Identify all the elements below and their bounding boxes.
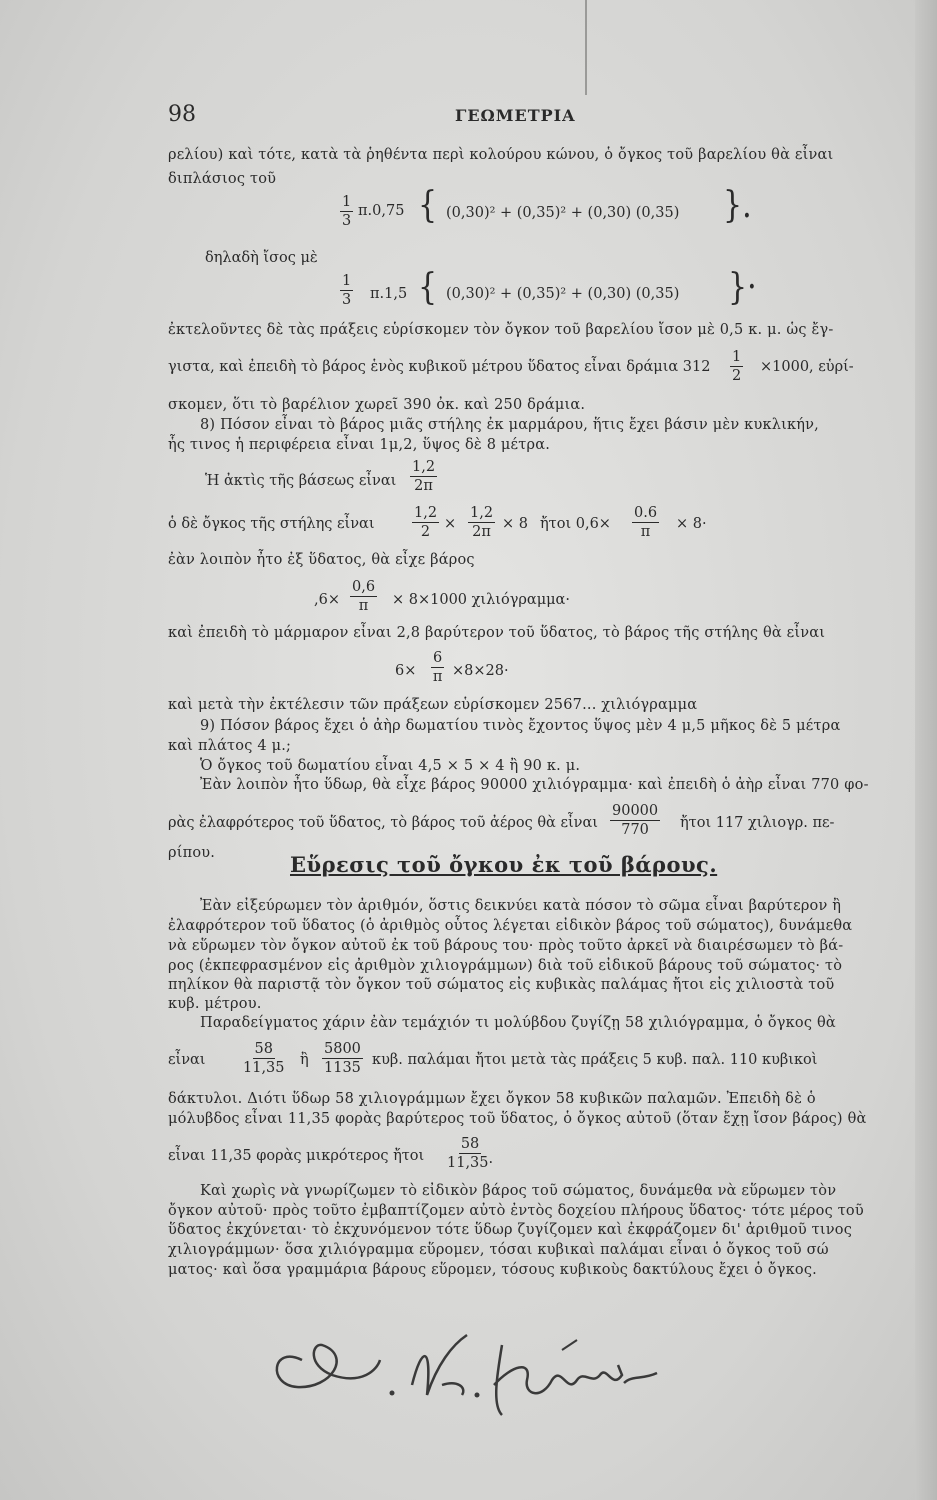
text-line: ἐκτελοῦντες δὲ τὰς πράξεις εὑρίσκομεν τὸν ὄγκον τοῦ βαρελίου ἴσον μὲ 0,5 κ. μ. ὡς ἔγ- <box>168 322 834 338</box>
text-line: ἐλαφρότερον τοῦ ὕδατος (ὁ ἀριθμὸς οὗτος λέγεται εἰδικὸν βάρος τοῦ σώματος), δυνάμεθα <box>168 918 853 934</box>
section-heading: Εὕρεσις τοῦ ὄγκου ἐκ τοῦ βάρους. <box>290 852 718 877</box>
text-line: χιλιογράμμων· ὅσα χιλιόγραμμα εὕρομεν, τόσαι κυβικαὶ παλάμαι εἶναι ὁ ὄγκος τοῦ σώ <box>168 1242 829 1258</box>
running-title: ΓΕΩΜΕΤΡΙΑ <box>455 106 576 125</box>
operator: × 8 <box>502 516 528 532</box>
text-line: διπλάσιος τοῦ <box>168 171 277 187</box>
page-fold <box>585 0 587 95</box>
text-line: ὁ δὲ ὄγκος τῆς στήλης εἶναι <box>168 516 375 532</box>
text-line: ἐὰν λοιπὸν ἦτο ἐξ ὕδατος, θὰ εἶχε βάρος <box>168 552 475 568</box>
text-line: ὕδατος ἐκχύνεται· τὸ ἐκχυνόμενον τότε ὕδωρ ζυγίζομεν καὶ ἐκφράζομεν δι' ἀριθμοῦ τινος <box>168 1222 853 1238</box>
text-line: κυβ. μέτρου. <box>168 996 262 1012</box>
text-line: ἢ <box>300 1052 309 1068</box>
text-line: εἶναι <box>168 1052 206 1068</box>
text-line: Ἡ ἀκτὶς τῆς βάσεως εἶναι <box>205 473 397 489</box>
text-line: ρος (ἐκπεφρασμένον εἰς ἀριθμὸν χιλιογράμμων) διὰ τοῦ εἰδικοῦ βάρους τοῦ σώματος· τὸ <box>168 958 843 974</box>
formula-text: (0,30)² + (0,35)² + (0,30) (0,35) <box>446 205 680 221</box>
fraction: 1,2 2π <box>412 459 436 494</box>
text-line: Καὶ χωρὶς νὰ γνωρίζωμεν τὸ εἰδικὸν βάρος τοῦ σώματος, δυνάμεθα νὰ εὕρωμεν τὸν <box>200 1183 837 1199</box>
fraction: 0,6 π <box>352 579 376 614</box>
text-line: ρίπου. <box>168 845 216 861</box>
formula-text: π.0,75 <box>358 203 405 219</box>
formula-text: ×8×28· <box>452 663 509 679</box>
left-brace: { <box>418 266 438 309</box>
text-line: μόλυβδος εἶναι 11,35 φορὰς βαρύτερος τοῦ ὕδατος, ὁ ὄγκος αὐτοῦ (ὅταν ἔχῃ ἴσον βάρος) θὰ <box>168 1111 867 1127</box>
text-line: ×1000, εὑρί- <box>760 359 854 375</box>
text-line: κυβ. παλάμαι ἤτοι μετὰ τὰς πράξεις 5 κυβ. παλ. 110 κυβικοὶ <box>372 1052 818 1068</box>
text-line: ρελίου) καὶ τότε, κατὰ τὰ ῥηθέντα περὶ κολούρου κώνου, ὁ ὄγκος τοῦ βαρελίου θὰ εἶναι <box>168 147 834 163</box>
text-line: ρὰς ἐλαφρότερος τοῦ ὕδατος, τὸ βάρος τοῦ ἀέρος θὰ εἶναι <box>168 815 598 831</box>
fraction: 58 11,35· <box>447 1136 494 1171</box>
text-line: ἤτοι 117 χιλιογρ. πε- <box>680 815 835 831</box>
fraction: 5800 1135 <box>324 1041 361 1076</box>
text-line: 8) Πόσον εἶναι τὸ βάρος μιᾶς στήλης ἐκ μαρμάρου, ἥτις ἔχει βάσιν μὲν κυκλικήν, <box>200 417 819 433</box>
text-line: πηλίκον θὰ παριστᾷ τὸν ὄγκον τοῦ σώματος εἰς κυβικὰς παλάμας ἤτοι εἰς χιλιοστὰ τοῦ <box>168 977 835 993</box>
right-brace: }· <box>728 266 757 309</box>
left-brace: { <box>418 184 438 227</box>
handwritten-signature <box>262 1325 682 1435</box>
text-line: καὶ πλάτος 4 μ.; <box>168 738 292 754</box>
formula-text: (0,30)² + (0,35)² + (0,30) (0,35) <box>446 286 680 302</box>
fraction: 1 2 <box>732 349 742 384</box>
text-line: ὄγκον αὐτοῦ· πρὸς τοῦτο ἐμβαπτίζομεν αὐτὸ ἐντὸς δοχείου πλήρους ὕδατος· τότε μέρος τοῦ <box>168 1203 864 1219</box>
text-line: καὶ μετὰ τὴν ἐκτέλεσιν τῶν πράξεων εὑρίσκομεν 2567... χιλιόγραμμα <box>168 697 698 713</box>
text-line: νὰ εὕρωμεν τὸν ὄγκον αὐτοῦ ἐκ τοῦ βάρους του· πρὸς τοῦτο ἀρκεῖ νὰ διαιρέσωμεν τὸ βά- <box>168 938 844 954</box>
fraction: 58 11,35 <box>243 1041 285 1076</box>
text-line: Παραδείγματος χάριν ἐὰν τεμάχιόν τι μολύβδου ζυγίζῃ 58 χιλιόγραμμα, ὁ ὄγκος θὰ <box>200 1015 836 1031</box>
fraction: 1 3 <box>342 273 352 308</box>
text-line: εἶναι 11,35 φορὰς μικρότερος ἤτοι <box>168 1148 425 1164</box>
text-line: ματος· καὶ ὅσα γραμμάρια βάρους εὕρομεν, τόσους κυβικοὺς δακτύλους ἔχει ὁ ὄγκος. <box>168 1262 817 1278</box>
text-line: γιστα, καὶ ἐπειδὴ τὸ βάρος ἑνὸς κυβικοῦ μέτρου ὕδατος εἶναι δράμια 312 <box>168 359 711 375</box>
right-brace: }. <box>723 184 752 227</box>
text-line: ἧς τινος ἡ περιφέρεια εἶναι 1μ,2, ὕψος δὲ 8 μέτρα. <box>168 437 551 453</box>
fraction: 0.6 π <box>634 505 658 540</box>
text-line: Ἐὰν λοιπὸν ἦτο ὕδωρ, θὰ εἶχε βάρος 90000 χιλιόγραμμα· καὶ ἐπειδὴ ὁ ἀὴρ εἶναι 770 φο- <box>200 777 869 793</box>
fraction: 1 3 <box>342 194 352 229</box>
text-line: δάκτυλοι. Διότι ὕδωρ 58 χιλιογράμμων ἔχει ὄγκον 58 κυβικῶν παλαμῶν. Ἐπειδὴ δὲ ὁ <box>168 1091 816 1107</box>
text-line: καὶ ἐπειδὴ τὸ μάρμαρον εἶναι 2,8 βαρύτερον τοῦ ὕδατος, τὸ βάρος τῆς στήλης θὰ εἶναι <box>168 625 826 641</box>
fraction: 90000 770 <box>612 803 659 838</box>
text-line: σκομεν, ὅτι τὸ βαρέλιον χωρεῖ 390 ὀκ. καὶ 250 δράμια. <box>168 397 586 413</box>
operator: × 8· <box>676 516 707 532</box>
formula-text: π.1,5 <box>370 286 408 302</box>
text-line: Ὁ ὄγκος τοῦ δωματίου εἶναι 4,5 × 5 × 4 ἢ 90 κ. μ. <box>200 758 581 774</box>
page-edge <box>915 0 937 1500</box>
text-line: ἤτοι 0,6× <box>540 516 611 532</box>
page-number: 98 <box>168 102 196 127</box>
fraction: 1,2 2 <box>414 505 438 540</box>
text-line: δηλαδὴ ἴσος μὲ <box>205 250 318 266</box>
fraction: 6 π <box>432 650 443 685</box>
formula-text: × 8×1000 χιλιόγραμμα· <box>392 592 570 608</box>
text-line: Ἐὰν εἰξεύρωμεν τὸν ἀριθμόν, ὅστις δεικνύει κατὰ πόσον τὸ σῶμα εἶναι βαρύτερον ἢ <box>200 898 842 914</box>
formula-text: 6× <box>395 663 417 679</box>
fraction: 1,2 2π <box>470 505 494 540</box>
text-line: 9) Πόσον βάρος ἔχει ὁ ἀὴρ δωματίου τινὸς ἔχοντος ὕψος μὲν 4 μ,5 μῆκος δὲ 5 μέτρα <box>200 718 841 734</box>
operator: × <box>444 516 457 532</box>
formula-text: ,6× <box>314 592 340 608</box>
